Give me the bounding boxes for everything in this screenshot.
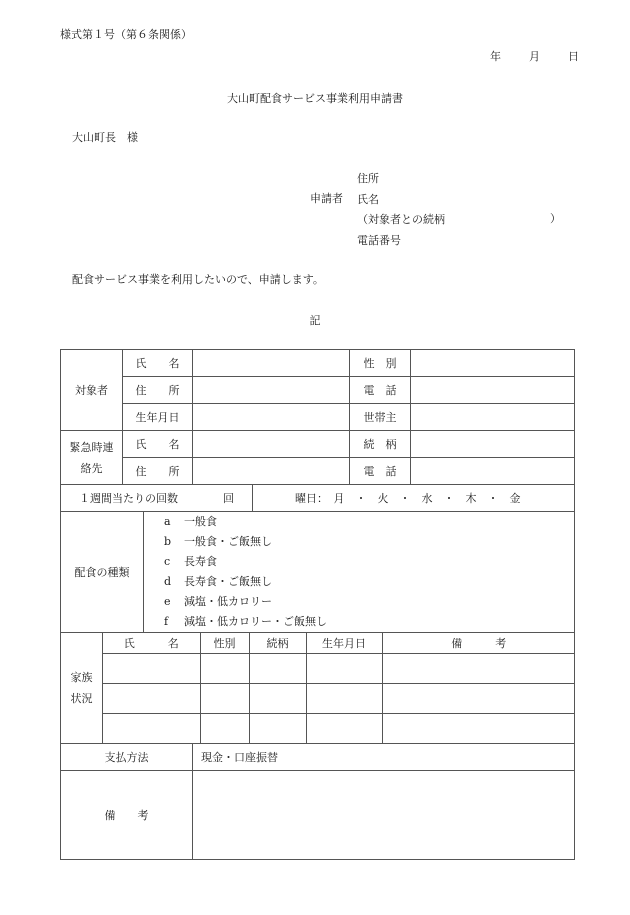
subject-gender-label: 性 別 [350, 350, 411, 377]
family-remarks-field[interactable] [382, 684, 575, 714]
family-header-relation: 続柄 [249, 633, 306, 654]
family-row [103, 714, 575, 744]
subject-address-field[interactable] [193, 377, 350, 404]
emergency-phone-field[interactable] [411, 458, 575, 485]
family-remarks-field[interactable] [382, 714, 575, 744]
emergency-contact-label [61, 431, 123, 485]
applicant-relation-label: （対象者との続柄 [357, 213, 445, 226]
subject-name-label: 氏 名 [123, 350, 193, 377]
payment-method-label: 支払方法 [61, 744, 193, 771]
weekly-days: 曜日： 月 ・ 火 ・ 水 ・ 木 ・ 金 [295, 492, 521, 505]
family-header-remarks: 備 考 [382, 633, 575, 654]
subject-phone-label: 電 話 [350, 377, 411, 404]
emergency-address-field[interactable] [193, 458, 350, 485]
meal-option-d[interactable]: d 長寿食・ご飯無し [164, 575, 272, 588]
emergency-label-line2: 絡先 [80, 461, 103, 475]
applicant-relation-close: ） [550, 212, 561, 225]
family-name-field[interactable] [103, 684, 200, 714]
weekly-count-label: １週間当たりの回数 [79, 492, 178, 505]
meal-option-a[interactable]: a 一般食 [164, 515, 217, 528]
emergency-label-line1: 緊急時連 [69, 440, 114, 454]
applicant-phone-label: 電話番号 [357, 233, 401, 247]
date-year: 年 [490, 50, 501, 63]
family-birthdate-field[interactable] [306, 684, 382, 714]
remarks-field[interactable] [193, 771, 575, 860]
family-relation-field[interactable] [249, 714, 306, 744]
addressee: 大山町長 様 [72, 131, 138, 144]
applicant-role-label: 申請者 [310, 192, 343, 205]
subject-phone-field[interactable] [411, 377, 575, 404]
document-title: 大山町配食サービス事業利用申請書 [227, 92, 403, 105]
application-statement: 配食サービス事業を利用したいので、申請します。 [72, 273, 324, 286]
family-header-gender: 性別 [200, 633, 249, 654]
family-name-field[interactable] [103, 654, 200, 684]
family-gender-field[interactable] [200, 684, 249, 714]
application-table [60, 349, 575, 860]
date-day: 日 [568, 50, 579, 63]
family-table [103, 633, 575, 743]
ki-heading: 記 [309, 314, 321, 327]
weekly-count-unit: 回 [223, 492, 234, 505]
family-header-birthdate: 生年月日 [306, 633, 382, 654]
emergency-phone-label: 電 話 [350, 458, 411, 485]
payment-method-value[interactable]: 現金・口座振替 [193, 744, 575, 771]
family-remarks-field[interactable] [382, 654, 575, 684]
family-relation-field[interactable] [249, 654, 306, 684]
meal-option-e[interactable]: e 減塩・低カロリー [164, 595, 272, 608]
subject-householder-field[interactable] [411, 404, 575, 431]
meal-type-options [144, 512, 575, 633]
weekly-count-cell[interactable] [61, 485, 253, 512]
date-month: 月 [529, 50, 540, 63]
family-gender-field[interactable] [200, 714, 249, 744]
emergency-relation-label: 続 柄 [350, 431, 411, 458]
family-name-field[interactable] [103, 714, 200, 744]
emergency-name-field[interactable] [193, 431, 350, 458]
subject-address-label: 住 所 [123, 377, 193, 404]
form-number: 様式第１号（第６条関係） [60, 28, 192, 41]
subject-name-field[interactable] [193, 350, 350, 377]
remarks-label: 備 考 [61, 771, 193, 860]
applicant-name-label: 氏名 [357, 192, 379, 206]
meal-type-label: 配食の種類 [61, 512, 144, 633]
family-row [103, 684, 575, 714]
emergency-address-label: 住 所 [123, 458, 193, 485]
family-gender-field[interactable] [200, 654, 249, 684]
subject-birthdate-label: 生年月日 [123, 404, 193, 431]
emergency-relation-field[interactable] [411, 431, 575, 458]
emergency-name-label: 氏 名 [123, 431, 193, 458]
family-table-cell [103, 633, 575, 744]
date-line [490, 48, 579, 64]
family-birthdate-field[interactable] [306, 714, 382, 744]
meal-option-f[interactable]: f 減塩・低カロリー・ご飯無し [164, 615, 327, 628]
subject-gender-field[interactable] [411, 350, 575, 377]
applicant-address-label: 住所 [357, 172, 379, 185]
meal-option-b[interactable]: b 一般食・ご飯無し [164, 535, 272, 548]
family-header-name: 氏 名 [103, 633, 200, 654]
family-label-line1: 家族 [70, 671, 93, 684]
meal-option-c[interactable]: c 長寿食 [164, 555, 217, 568]
subject-label: 対象者 [61, 350, 123, 431]
family-relation-field[interactable] [249, 684, 306, 714]
family-row [103, 654, 575, 684]
weekly-days-cell[interactable] [253, 485, 575, 512]
family-label-line2: 状況 [70, 692, 93, 705]
subject-birthdate-field[interactable] [193, 404, 350, 431]
family-birthdate-field[interactable] [306, 654, 382, 684]
family-status-label [61, 633, 103, 744]
subject-householder-label: 世帯主 [350, 404, 411, 431]
